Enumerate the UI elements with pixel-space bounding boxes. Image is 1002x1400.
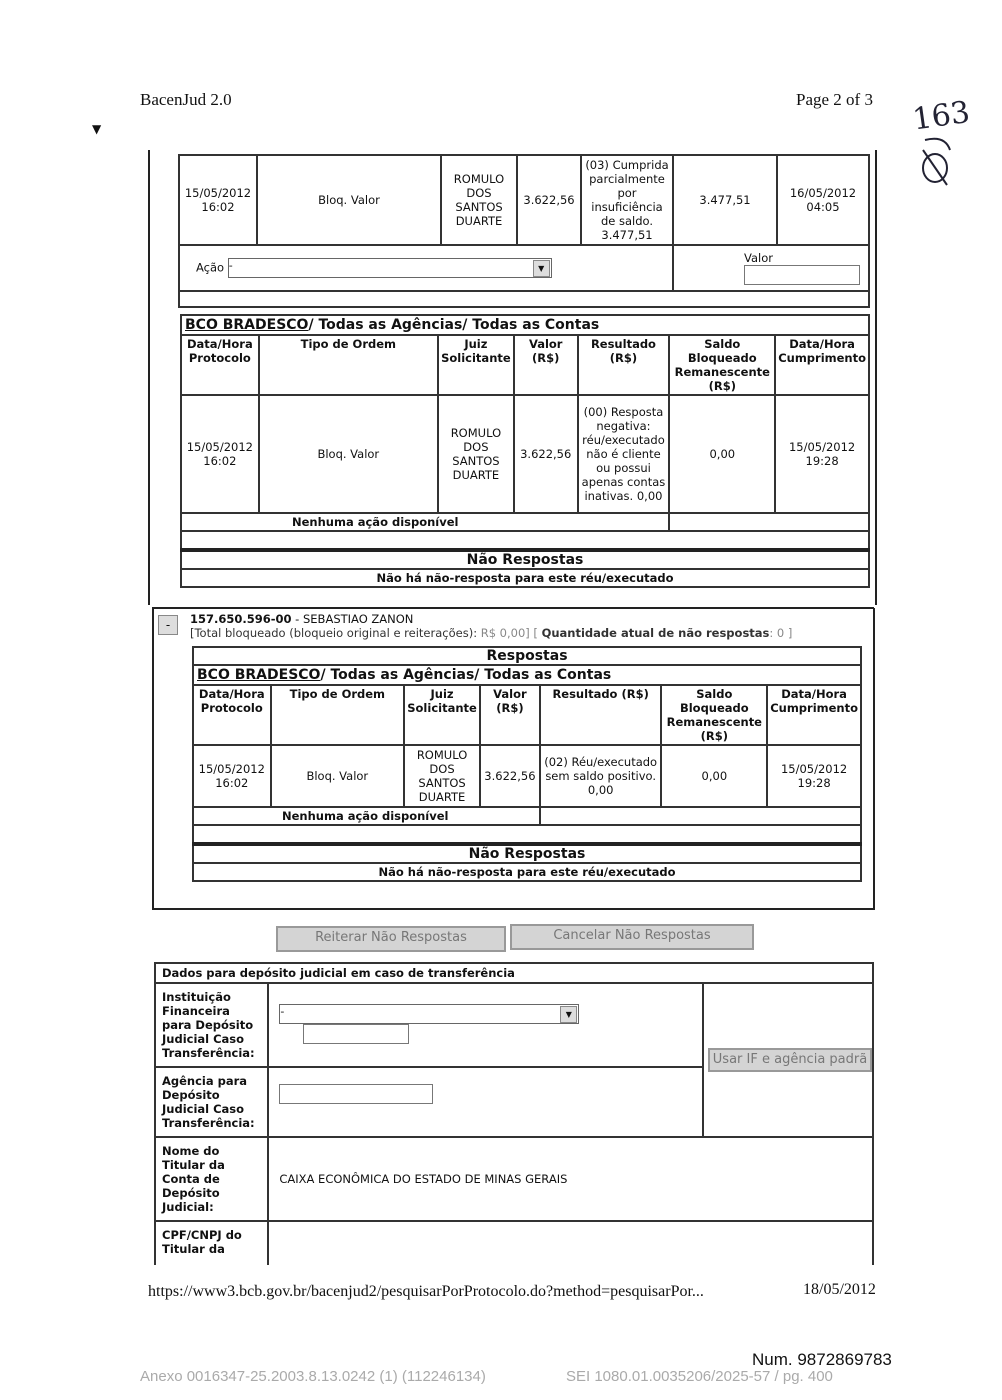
party-id: 157.650.596-00 [190,612,292,626]
col-date: Data/Hora Protocolo [193,685,271,745]
responses-title: Respostas [193,647,861,665]
date-cell: 15/05/2012 16:02 [193,745,271,807]
holder-value: CAIXA ECONÔMICA DO ESTADO DE MINAS GERAIS [268,1137,873,1221]
no-action-text: Nenhuma ação disponível [193,807,540,825]
col-result: Resultado (R$) [578,335,670,395]
no-responses-text: Não há não-resposta para este réu/executado [181,569,869,587]
type-cell: Bloq. Valor [259,395,438,513]
institution-code-input[interactable] [303,1024,409,1044]
reiterate-button[interactable]: Reiterar Não Respostas [276,926,506,952]
bank-header: BCO BRADESCO/ Todas as Agências/ Todas as Contas [181,315,869,335]
arrow-mark-icon: ▼ [92,122,102,136]
no-responses-title: Não Respostas [193,844,861,863]
handwritten-number: 163 [910,94,973,138]
bank-table-1 [180,314,870,588]
fulfilled-cell: 16/05/2012 04:05 [777,155,869,245]
balance-cell: 3.477,51 [673,155,777,245]
table-row [181,395,869,513]
use-default-button[interactable]: Usar IF e agência padrã [708,1048,872,1072]
chevron-down-icon: ▼ [560,1006,577,1023]
header-row [193,685,861,745]
valor-input[interactable] [744,265,860,285]
frame-right [875,150,877,605]
judge-cell: ROMULO DOS SANTOS DUARTE [404,745,480,807]
frame-left [148,150,150,605]
value-cell: 3.622,56 [517,155,581,245]
no-responses-title: Não Respostas [181,550,869,569]
type-cell: Bloq. Valor [271,745,404,807]
action-cell [179,245,673,291]
no-action-text: Nenhuma ação disponível [181,513,669,531]
col-fulfilled: Data/Hora Cumprimento [767,685,861,745]
col-balance: Saldo Bloqueado Remanescente (R$) [661,685,767,745]
chevron-down-icon: ▼ [533,260,550,277]
col-type: Tipo de Ordem [259,335,438,395]
col-result: Resultado (R$) [540,685,662,745]
footer-date: 18/05/2012 [803,1281,876,1298]
date-cell: 15/05/2012 16:02 [181,395,259,513]
agency-input[interactable] [279,1084,433,1104]
balance-cell: 0,00 [669,395,775,513]
type-cell: Bloq. Valor [257,155,441,245]
date-cell: 15/05/2012 16:02 [179,155,257,245]
cpf-label: CPF/CNPJ do Titular da [155,1221,268,1265]
valor-label: Valor [744,251,773,265]
institution-label: Instituição Financeira para Depósito Judicial Caso Transferência: [155,983,268,1067]
handwritten-annotation [905,90,973,190]
col-value: Valor (R$) [480,685,540,745]
holder-label: Nome do Titular da Conta de Depósito Judicial: [155,1137,268,1221]
action-row [179,245,869,291]
agency-label: Agência para Depósito Judicial Caso Transferência: [155,1067,268,1137]
frame-left-2 [152,608,154,910]
valor-cell [673,245,869,291]
footer-url: https://www3.bcb.gov.br/bacenjud2/pesquisarPorProtocolo.do?method=pesquisarPor... [148,1283,704,1300]
collapse-toggle[interactable]: - [158,615,178,635]
col-type: Tipo de Ordem [271,685,404,745]
value-cell: 3.622,56 [480,745,540,807]
fulfilled-cell: 15/05/2012 19:28 [767,745,861,807]
frame-right-2 [873,608,875,910]
result-cell: (02) Réu/executado sem saldo positivo. 0,00 [540,745,662,807]
bank-header: BCO BRADESCO/ Todas as Agências/ Todas as Contas [193,665,861,685]
table-row [193,745,861,807]
party-summary: [Total bloqueado (bloqueio original e reiterações): R$ 0,00] [ Quantidade atual de não respostas: 0 ] [190,626,793,640]
page-number: Page 2 of 3 [796,90,873,109]
header-row [181,335,869,395]
institution-cell [268,983,703,1067]
no-action-row [193,807,861,825]
col-value: Valor (R$) [514,335,578,395]
col-fulfilled: Data/Hora Cumprimento [775,335,869,395]
action-select[interactable]: - ▼ [228,258,552,278]
table-row [179,155,869,245]
responses-table-1 [178,154,870,308]
responses-table-2 [192,646,862,882]
deposit-title: Dados para depósito judicial em caso de transferência [155,963,873,983]
institution-select[interactable]: - ▼ [279,1004,579,1024]
party-header [190,612,413,626]
judge-cell: ROMULO DOS SANTOS DUARTE [441,155,517,245]
balance-cell: 0,00 [661,745,767,807]
annex-watermark: Anexo 0016347-25.2003.8.13.0242 (1) (112246134) [140,1368,486,1385]
col-balance: Saldo Bloqueado Remanescente (R$) [669,335,775,395]
no-responses-text: Não há não-resposta para este réu/executado [193,863,861,881]
document-number: Num. 9872869783 [752,1350,892,1369]
result-cell: (03) Cumprida parcialmente por insuficiência de saldo. 3.477,51 [581,155,673,245]
col-date: Data/Hora Protocolo [181,335,259,395]
agency-cell [268,1067,703,1137]
sei-watermark: SEI 1080.01.0035206/2025-57 / pg. 400 [566,1368,833,1385]
judge-cell: ROMULO DOS SANTOS DUARTE [438,395,514,513]
no-action-row [181,513,869,531]
result-cell: (00) Resposta negativa: réu/executado não é cliente ou possui apenas contas inativas. 0,00 [578,395,670,513]
col-judge: Juiz Solicitante [438,335,514,395]
cancel-button[interactable]: Cancelar Não Respostas [510,924,754,950]
deposit-table [154,962,874,1265]
app-title: BacenJud 2.0 [140,90,232,109]
action-label: Ação [196,260,225,275]
default-cell [703,983,873,1137]
value-cell: 3.622,56 [514,395,578,513]
fulfilled-cell: 15/05/2012 19:28 [775,395,869,513]
spacer-row [179,291,869,307]
party-name: - SEBASTIAO ZANON [291,612,414,626]
col-judge: Juiz Solicitante [404,685,480,745]
